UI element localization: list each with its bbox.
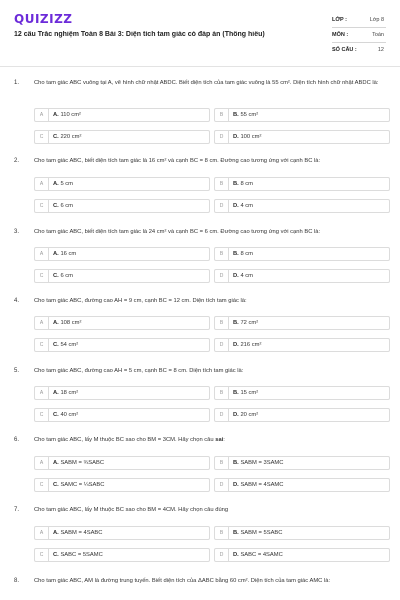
- page-title: 12 câu Trắc nghiệm Toán 8 Bài 3: Diện tích tam giác có đáp án (Thông hiểu): [14, 31, 265, 38]
- option-letter: B: [215, 248, 229, 261]
- option-key: A.: [53, 320, 59, 326]
- option-letter: D: [215, 409, 229, 422]
- option-letter: D: [215, 339, 229, 352]
- option-text: SABM = ¾SABC: [60, 460, 105, 466]
- option-letter: C: [35, 200, 49, 213]
- meta-subject-value: Toán: [372, 32, 384, 38]
- meta-subject: [332, 29, 386, 41]
- option-text: 4 cm: [240, 273, 253, 279]
- question-text: Cho tam giác ABC, AM là đường trung tuyến. Biết diện tích của ΔABC bằng 60 cm². Diện tích của tam giác AMC là:: [34, 578, 331, 584]
- option-letter: D: [215, 200, 229, 213]
- option-text: 100 cm²: [240, 134, 262, 140]
- option-text: 4 cm: [240, 203, 253, 209]
- option-key: D.: [233, 552, 239, 558]
- option-text: SABC = 4SAMC: [240, 552, 283, 558]
- question-text-part: :: [223, 437, 225, 443]
- option-text: 72 cm²: [240, 320, 259, 326]
- answer-option-a[interactable]: [34, 386, 210, 400]
- question-emphasis: sai: [215, 437, 224, 443]
- option-key: B.: [233, 390, 239, 396]
- meta-divider: [332, 27, 386, 28]
- question-number: 3.: [14, 229, 20, 235]
- option-letter: C: [35, 339, 49, 352]
- option-key: C.: [53, 273, 59, 279]
- answer-option-a[interactable]: [34, 526, 210, 540]
- option-letter: C: [35, 479, 49, 492]
- option-key: A.: [53, 251, 59, 257]
- meta-class-value: Lớp 8: [369, 17, 384, 23]
- option-key: D.: [233, 412, 239, 418]
- option-letter: C: [35, 549, 49, 562]
- option-text: 108 cm²: [60, 320, 82, 326]
- question-number: 8.: [14, 578, 20, 584]
- question-text: Cho tam giác ABC, biết diện tích tam giác là 24 cm² và cạnh BC = 6 cm. Đường cao tương ứng với cạnh BC là:: [34, 229, 321, 235]
- answer-option-c[interactable]: [34, 408, 210, 422]
- question-text: Cho tam giác ABC, biết diện tích tam giác là 16 cm² và cạnh BC = 8 cm. Đường cao tương ứng với cạnh BC là:: [34, 158, 321, 164]
- option-text: SABM = 4SAMC: [240, 482, 284, 488]
- option-text: 6 cm: [60, 273, 73, 279]
- option-text: SABM = 4SABC: [60, 530, 103, 536]
- option-letter: A: [35, 178, 49, 191]
- option-key: D.: [233, 273, 239, 279]
- option-key: D.: [233, 203, 239, 209]
- question-text-part: Cho tam giác ABC, lấy M thuộc BC sao cho BM = 3CM. Hãy chọn câu: [34, 437, 216, 443]
- option-letter: A: [35, 387, 49, 400]
- option-letter: B: [215, 317, 229, 330]
- answer-option-a[interactable]: [34, 177, 210, 191]
- option-letter: A: [35, 248, 49, 261]
- quizizz-logo: QUIZIZZ: [14, 12, 73, 26]
- option-key: B.: [233, 530, 239, 536]
- option-letter: A: [35, 317, 49, 330]
- answer-option-c[interactable]: [34, 478, 210, 492]
- question-number: 7.: [14, 507, 20, 513]
- question-number: 6.: [14, 437, 20, 443]
- option-key: B.: [233, 320, 239, 326]
- answer-option-d[interactable]: [214, 548, 390, 562]
- option-text: 216 cm²: [240, 342, 262, 348]
- option-key: A.: [53, 530, 59, 536]
- option-text: 5 cm: [60, 181, 73, 187]
- option-letter: B: [215, 457, 229, 470]
- option-letter: A: [35, 109, 49, 122]
- option-key: D.: [233, 134, 239, 140]
- meta-subject-label: MÔN :: [332, 32, 349, 38]
- option-letter: A: [35, 457, 49, 470]
- option-letter: D: [215, 131, 229, 144]
- question-text: Cho tam giác ABC, lấy M thuộc BC sao cho BM = 4CM. Hãy chọn câu đúng: [34, 507, 229, 513]
- option-key: B.: [233, 112, 239, 118]
- option-text: 20 cm²: [240, 412, 259, 418]
- option-key: D.: [233, 342, 239, 348]
- question-text: Cho tam giác ABC, đường cao AH = 9 cm, cạnh BC = 12 cm. Diện tích tam giác là:: [34, 298, 247, 304]
- option-key: C.: [53, 342, 59, 348]
- option-letter: C: [35, 131, 49, 144]
- header-divider: [0, 66, 400, 67]
- option-letter: C: [35, 409, 49, 422]
- question-number: 2.: [14, 158, 20, 164]
- answer-option-c[interactable]: [34, 199, 210, 213]
- answer-option-c[interactable]: [34, 130, 210, 144]
- option-text: SABC = 5SAMC: [60, 552, 103, 558]
- question-text: [34, 436, 389, 446]
- answer-option-b[interactable]: [214, 108, 390, 122]
- answer-option-b[interactable]: [214, 177, 390, 191]
- meta-class-label: LỚP :: [332, 17, 347, 23]
- option-key: B.: [233, 251, 239, 257]
- meta-divider: [332, 42, 386, 43]
- option-text: SAMC = ¼SABC: [60, 482, 105, 488]
- meta-count-value: 12: [377, 47, 384, 53]
- answer-option-a[interactable]: [34, 316, 210, 330]
- answer-option-d[interactable]: [214, 478, 390, 492]
- option-key: A.: [53, 181, 59, 187]
- meta-count: [332, 44, 386, 56]
- answer-option-d[interactable]: [214, 338, 390, 352]
- option-text: 16 cm: [60, 251, 77, 257]
- option-key: B.: [233, 181, 239, 187]
- meta-count-label: SỐ CÂU :: [332, 47, 357, 53]
- worksheet-header: [0, 0, 400, 64]
- answer-option-a[interactable]: [34, 456, 210, 470]
- option-letter: B: [215, 387, 229, 400]
- option-text: 54 cm²: [60, 342, 79, 348]
- option-letter: C: [35, 270, 49, 283]
- answer-option-c[interactable]: [34, 338, 210, 352]
- option-letter: D: [215, 549, 229, 562]
- option-key: C.: [53, 482, 59, 488]
- question-text: Cho tam giác ABC, đường cao AH = 5 cm, cạnh BC = 8 cm. Diện tích tam giác là:: [34, 368, 244, 374]
- option-letter: A: [35, 527, 49, 540]
- option-text: 15 cm²: [240, 390, 259, 396]
- option-key: D.: [233, 482, 239, 488]
- option-key: C.: [53, 134, 59, 140]
- answer-option-b[interactable]: [214, 456, 390, 470]
- question-number: 4.: [14, 298, 20, 304]
- answer-option-b[interactable]: [214, 526, 390, 540]
- option-key: A.: [53, 390, 59, 396]
- answer-option-d[interactable]: [214, 199, 390, 213]
- option-text: 110 cm²: [60, 112, 81, 118]
- option-key: A.: [53, 460, 59, 466]
- option-text: SABM = 5SABC: [240, 530, 283, 536]
- option-letter: B: [215, 178, 229, 191]
- answer-option-c[interactable]: [34, 548, 210, 562]
- answer-option-d[interactable]: [214, 130, 390, 144]
- option-text: 40 cm²: [60, 412, 79, 418]
- option-text: SABM = 3SAMC: [240, 460, 284, 466]
- option-text: 8 cm: [240, 181, 253, 187]
- meta-class: [332, 14, 386, 26]
- option-key: C.: [53, 412, 59, 418]
- option-key: C.: [53, 203, 59, 209]
- option-key: B.: [233, 460, 239, 466]
- option-key: A.: [53, 112, 59, 118]
- option-text: 220 cm²: [60, 134, 82, 140]
- option-text: 55 cm²: [240, 112, 259, 118]
- answer-option-a[interactable]: [34, 247, 210, 261]
- option-letter: D: [215, 270, 229, 283]
- question-text: Cho tam giác ABC vuông tại A, vẽ hình chữ nhật ABDC. Biết diện tích của tam giác vuông là 55 cm². Diện tích hình chữ nhật ABDC là:: [34, 80, 379, 86]
- option-text: 18 cm²: [60, 390, 79, 396]
- question-number: 5.: [14, 368, 20, 374]
- answer-option-c[interactable]: [34, 269, 210, 283]
- option-text: 6 cm: [60, 203, 73, 209]
- answer-option-b[interactable]: [214, 316, 390, 330]
- question-number: 1.: [14, 80, 20, 86]
- answer-option-b[interactable]: [214, 247, 390, 261]
- answer-option-d[interactable]: [214, 269, 390, 283]
- option-letter: B: [215, 109, 229, 122]
- option-key: C.: [53, 552, 59, 558]
- answer-option-b[interactable]: [214, 386, 390, 400]
- option-letter: B: [215, 527, 229, 540]
- answer-option-d[interactable]: [214, 408, 390, 422]
- option-text: 8 cm: [240, 251, 253, 257]
- answer-option-a[interactable]: [34, 108, 210, 122]
- option-letter: D: [215, 479, 229, 492]
